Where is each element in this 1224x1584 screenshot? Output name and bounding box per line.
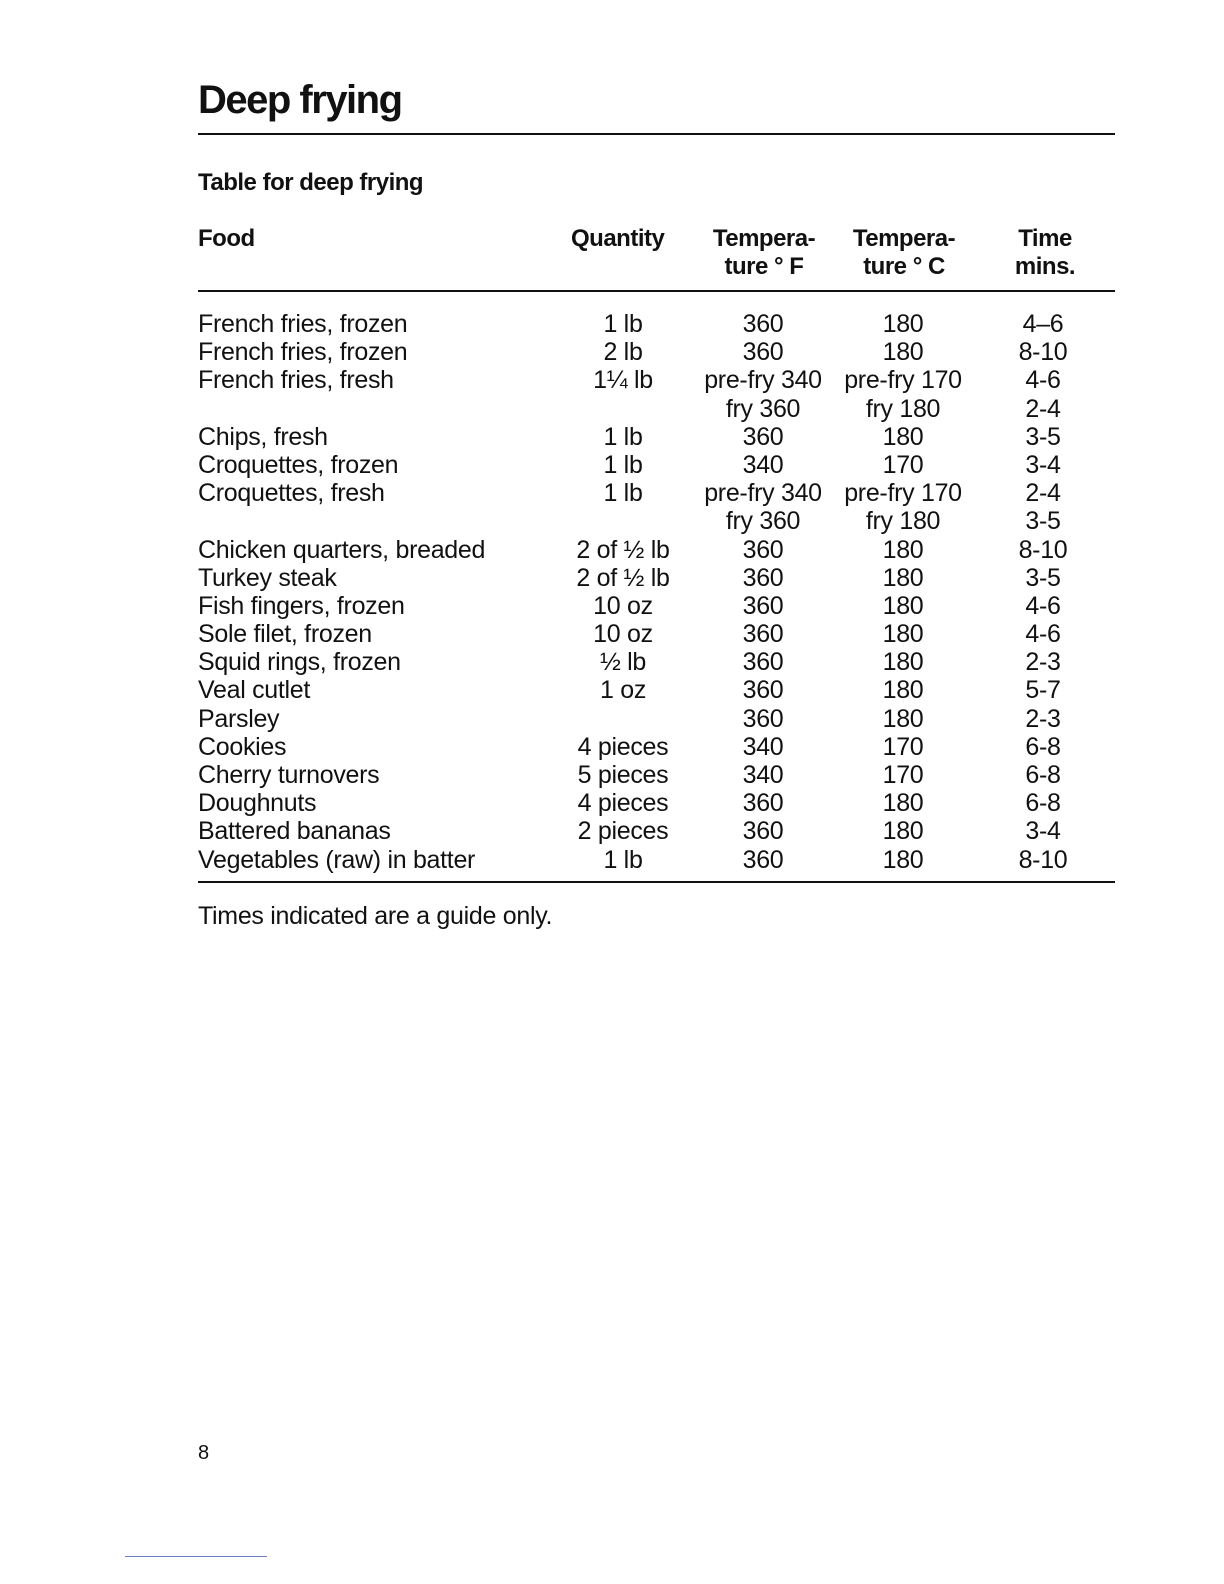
cell-quantity: 1 lb (603, 422, 643, 451)
cell-temperature-f: fry 360 (725, 507, 801, 536)
cell-quantity: 1 lb (603, 479, 643, 508)
cell-time: 5-7 (1025, 676, 1061, 705)
cell-time: 4-6 (1025, 366, 1061, 395)
cell-time: 8-10 (1018, 338, 1068, 367)
cell-food: Croquettes, fresh (198, 479, 385, 508)
table-row (0, 451, 1224, 479)
footnote: Times indicated are a guide only. (198, 902, 553, 930)
cell-temperature-f: 360 (742, 338, 784, 367)
cell-food: Parsley (198, 704, 280, 733)
cell-temperature-c: 180 (882, 535, 924, 564)
cell-quantity: 2 of ½ lb (576, 563, 670, 592)
cell-temperature-f: 360 (742, 648, 784, 677)
cell-temperature-f: 360 (742, 817, 784, 846)
cell-temperature-f: 360 (742, 845, 784, 874)
cell-time: 6-8 (1025, 761, 1061, 789)
cell-temperature-c: pre-fry 170 (844, 479, 962, 508)
cell-temperature-f: 360 (742, 535, 784, 564)
table-row (0, 620, 1224, 648)
cell-time: 2-3 (1025, 704, 1061, 733)
column-header-time-line2: mins. (1014, 253, 1076, 280)
cell-temperature-c: 180 (882, 310, 924, 338)
table-title: Table for deep frying (198, 169, 424, 196)
cell-temperature-f: fry 360 (725, 394, 801, 423)
cell-temperature-c: 180 (882, 338, 924, 367)
column-header-time (1000, 225, 1090, 281)
cell-temperature-c: 180 (882, 845, 924, 874)
cell-food: Battered bananas (198, 817, 391, 846)
cell-food: Squid rings, frozen (198, 648, 401, 677)
cell-temperature-c: 180 (882, 704, 924, 733)
column-header-quantity-label: Quantity (571, 225, 665, 252)
table-row (0, 789, 1224, 817)
cell-time: 3-5 (1025, 422, 1061, 451)
cell-quantity: 4 pieces (577, 732, 669, 761)
cell-food: Chips, fresh (198, 422, 328, 451)
cell-temperature-c: pre-fry 170 (844, 366, 962, 395)
cell-time: 3-4 (1025, 817, 1061, 846)
cell-temperature-c: 180 (882, 676, 924, 705)
column-header-time-line1: Time (1018, 225, 1072, 252)
cell-quantity: 10 oz (593, 591, 653, 620)
cell-temperature-c: 180 (882, 648, 924, 677)
table-row (0, 761, 1224, 789)
cell-food: Doughnuts (198, 789, 317, 818)
cell-quantity: 2 lb (603, 338, 643, 367)
table-bottom-divider (198, 881, 1115, 883)
cell-temperature-c: fry 180 (865, 394, 941, 423)
cell-food: Veal cutlet (198, 676, 311, 705)
cell-temperature-f: pre-fry 340 (704, 366, 822, 395)
cell-quantity: ½ lb (599, 648, 647, 677)
cell-temperature-f: 340 (742, 450, 784, 479)
table-row (0, 423, 1224, 451)
cell-time: 4-6 (1025, 591, 1061, 620)
cell-time: 3-5 (1025, 507, 1061, 536)
table-row (0, 705, 1224, 733)
table-row (0, 479, 1224, 507)
deep-frying-table-body (0, 310, 1224, 874)
cell-temperature-c: 180 (882, 789, 924, 818)
table-row (0, 395, 1224, 423)
cell-time: 4-6 (1025, 620, 1061, 649)
cell-quantity: 5 pieces (577, 761, 669, 789)
cell-quantity: 1 oz (599, 676, 647, 705)
cell-food: French fries, frozen (198, 338, 408, 367)
cell-time: 2-3 (1025, 648, 1061, 677)
table-row (0, 733, 1224, 761)
cell-temperature-f: 340 (742, 761, 784, 789)
column-header-temperature-c-line2: ture ° C (863, 253, 945, 280)
cell-food: Sole filet, frozen (198, 620, 372, 649)
table-row (0, 846, 1224, 874)
cell-temperature-f: 360 (742, 591, 784, 620)
cell-time: 2-4 (1025, 394, 1061, 423)
table-row (0, 592, 1224, 620)
page-title: Deep frying (198, 78, 402, 122)
cell-food: Cookies (198, 732, 287, 761)
column-header-food (198, 225, 255, 253)
cell-temperature-c: 180 (882, 422, 924, 451)
cell-food: Fish fingers, frozen (198, 591, 405, 620)
table-row (0, 648, 1224, 676)
cell-time: 6-8 (1025, 732, 1061, 761)
cell-food: Chicken quarters, breaded (198, 535, 486, 564)
cell-food: Cherry turnovers (198, 761, 380, 789)
table-row (0, 676, 1224, 704)
cell-temperature-c: 180 (882, 620, 924, 649)
table-row (0, 536, 1224, 564)
page-number: 8 (198, 1442, 210, 1464)
table-header-divider (198, 290, 1115, 292)
cell-quantity: 10 oz (593, 620, 653, 649)
column-header-temperature-f-line1: Tempera- (712, 225, 816, 252)
cell-quantity: 2 of ½ lb (576, 535, 670, 564)
table-row (0, 310, 1224, 338)
column-header-temperature-f (705, 225, 823, 281)
table-row (0, 817, 1224, 845)
cell-quantity: 1¼ lb (593, 366, 653, 395)
cell-time: 3-4 (1025, 450, 1061, 479)
cell-temperature-f: 360 (742, 620, 784, 649)
table-row (0, 507, 1224, 535)
cell-food: French fries, fresh (198, 366, 394, 395)
cell-food: Vegetables (raw) in batter (198, 845, 476, 874)
cell-temperature-f: pre-fry 340 (704, 479, 822, 508)
column-header-temperature-c-line1: Tempera- (852, 225, 956, 252)
column-header-temperature-c (845, 225, 963, 281)
cell-temperature-f: 360 (742, 704, 784, 733)
column-header-quantity (571, 225, 664, 253)
cell-quantity: 1 lb (603, 450, 643, 479)
cell-temperature-c: 180 (882, 817, 924, 846)
cell-time: 4–6 (1022, 310, 1064, 338)
cell-time: 6-8 (1025, 789, 1061, 818)
cell-food: Croquettes, frozen (198, 450, 399, 479)
table-row (0, 338, 1224, 366)
column-header-food-label: Food (198, 225, 255, 252)
cell-temperature-c: 180 (882, 563, 924, 592)
cell-time: 2-4 (1025, 479, 1061, 508)
cell-temperature-f: 360 (742, 422, 784, 451)
cell-temperature-f: 340 (742, 732, 784, 761)
cell-temperature-f: 360 (742, 676, 784, 705)
cell-temperature-f: 360 (742, 789, 784, 818)
cell-food: French fries, frozen (198, 310, 408, 338)
cell-time: 8-10 (1018, 845, 1068, 874)
cell-temperature-c: 170 (882, 732, 924, 761)
cell-temperature-f: 360 (742, 310, 784, 338)
table-row (0, 366, 1224, 394)
scan-edge-line (125, 1556, 267, 1557)
cell-quantity: 1 lb (603, 310, 643, 338)
cell-temperature-c: 170 (882, 450, 924, 479)
cell-quantity: 4 pieces (577, 789, 669, 818)
table-row (0, 564, 1224, 592)
column-header-temperature-f-line2: ture ° F (724, 253, 804, 280)
title-divider (198, 133, 1115, 135)
cell-quantity: 1 lb (603, 845, 643, 874)
cell-quantity: 2 pieces (577, 817, 669, 846)
cell-temperature-c: 170 (882, 761, 924, 789)
cell-temperature-f: 360 (742, 563, 784, 592)
cell-time: 8-10 (1018, 535, 1068, 564)
cell-temperature-c: fry 180 (865, 507, 941, 536)
cell-food: Turkey steak (198, 563, 337, 592)
cell-time: 3-5 (1025, 563, 1061, 592)
cell-temperature-c: 180 (882, 591, 924, 620)
